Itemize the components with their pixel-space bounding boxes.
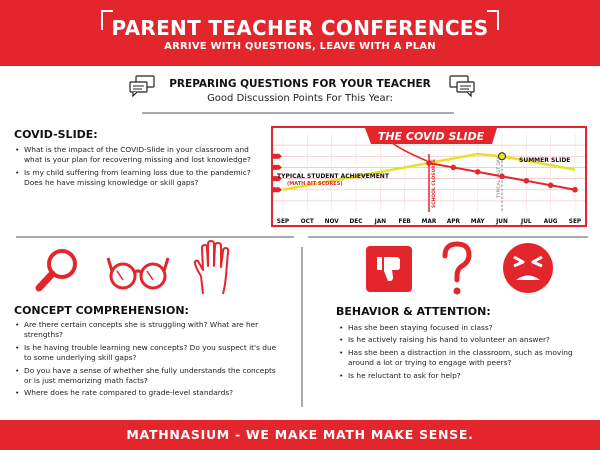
list-item: • Is he having trouble learning new concepts? Do you suspect it's due to some underlying skill gaps? <box>14 343 284 364</box>
list-item: • Is my child suffering from learning loss due to the pandemic? Does he have missing knowledge or skill gaps? <box>14 168 266 189</box>
x-tick-label: JUL <box>521 219 532 225</box>
x-tick-label: MAR <box>421 219 437 225</box>
page-title: PARENT TEACHER CONFERENCES <box>111 16 489 40</box>
covid-bullet-list <box>14 145 266 191</box>
glasses-icon <box>106 252 170 294</box>
chart-title: THE COVID SLIDE <box>377 130 485 143</box>
header-banner <box>0 0 600 66</box>
x-tick-label: JUN <box>496 219 508 225</box>
divider <box>308 236 588 238</box>
list-item: • Do you have a sense of whether she fully understands the concepts or is just memorizing math facts? <box>14 366 284 387</box>
covid-slide-heading: COVID-SLIDE: <box>14 128 98 141</box>
x-tick-label: SEP <box>276 219 290 225</box>
question-mark-icon <box>438 240 476 298</box>
divider <box>16 236 294 238</box>
list-item: • What is the impact of the COVID-Slide in your classroom and what is your plan for recovering missing and lost knowledge? <box>14 145 266 166</box>
axis-marker <box>273 154 282 159</box>
x-tick-label: SEP <box>568 219 582 225</box>
list-item: • Has she been a distraction in the classroom, such as moving around a lot or trying to engage with peers? <box>338 348 590 369</box>
data-point <box>572 187 578 193</box>
divider <box>142 112 454 114</box>
thumbs-down-icon <box>366 246 412 292</box>
covid-slide-chart <box>271 126 587 227</box>
data-point <box>524 178 530 184</box>
chart-canvas <box>273 128 585 225</box>
annotation-label: SUMMER SLIDE <box>519 157 571 164</box>
data-point <box>548 182 554 188</box>
x-tick-label: MAY <box>470 219 485 225</box>
x-tick-label: NOV <box>324 219 339 225</box>
x-tick-label: AUG <box>543 219 558 225</box>
raised-hand-icon <box>193 240 237 296</box>
concept-bullet-list <box>14 320 284 401</box>
annotation-label: SCHOOL CLOSURES <box>432 159 437 208</box>
x-tick-label: JAN <box>374 219 387 225</box>
section-heading: PREPARING QUESTIONS FOR YOUR TEACHER <box>169 78 431 90</box>
magnifier-icon <box>32 244 84 296</box>
annotation-label: TYPICAL LAST DAY <box>497 156 502 198</box>
x-tick-label: APR <box>446 219 460 225</box>
list-item: • Is he actively raising his hand to volunteer an answer? <box>338 335 590 345</box>
page-subtitle: ARRIVE WITH QUESTIONS, LEAVE WITH A PLAN <box>164 41 436 52</box>
frustrated-face-icon <box>502 242 554 294</box>
concept-heading: CONCEPT COMPREHENSION: <box>14 304 189 317</box>
x-tick-label: OCT <box>300 219 314 225</box>
x-tick-label: FEB <box>398 219 411 225</box>
series-note: (MATH BIT SCORES) <box>287 181 343 187</box>
x-tick-label: DEC <box>349 219 363 225</box>
list-item: • Has she been staying focused in class? <box>338 323 590 333</box>
data-point <box>475 169 481 175</box>
series-label: TYPICAL STUDENT ACHIEVEMENT <box>277 173 389 180</box>
list-item: • Where does he rate compared to grade-level standards? <box>14 388 284 398</box>
data-point <box>451 165 457 171</box>
behavior-bullet-list <box>338 323 590 383</box>
list-item: • Are there certain concepts she is struggling with? What are her strengths? <box>14 320 284 341</box>
vertical-divider <box>301 247 303 407</box>
axis-marker <box>273 165 282 170</box>
behavior-heading: BEHAVIOR & ATTENTION: <box>336 305 491 318</box>
section-subheading: Good Discussion Points For This Year: <box>207 93 393 104</box>
footer-banner: MATHNASIUM - WE MAKE MATH MAKE SENSE. <box>0 420 600 450</box>
list-item: • Is he reluctant to ask for help? <box>338 371 590 381</box>
axis-marker <box>273 187 282 192</box>
